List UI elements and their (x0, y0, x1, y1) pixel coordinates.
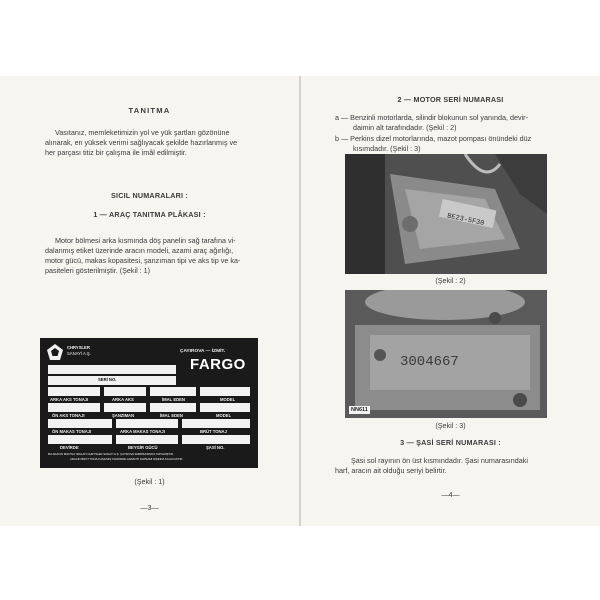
plate-label: MODEL (216, 413, 232, 418)
page-number: —4— (441, 490, 460, 499)
engine-serial-stamp: 3004667 (400, 354, 459, 370)
plate-box (48, 403, 100, 412)
body-line-1: Motor bölmesi arka kısmında döş panelin sağ tarafına vi- (55, 236, 236, 245)
plate-box (48, 387, 100, 396)
book-spread (0, 76, 600, 526)
chassis-line-1: Şasi sol rayının ön üst kısmındadır. Şasi numarasındaki (351, 456, 528, 465)
plate-box (48, 435, 112, 444)
plate-box (200, 403, 250, 412)
figure-2-caption: (Şekil : 2) (435, 276, 466, 285)
item-a-line-2: daimin alt tarafındadır. (Şekil : 2) (353, 123, 457, 132)
plate-label: MODEL (220, 397, 236, 402)
item-b-line-2: kısımdadır. (Şekil : 3) (353, 144, 421, 153)
plate-box (48, 419, 112, 428)
body-line-3: motor gücü, makas kopasitesi, şanzıman tipi ve aks tip ve ka- (45, 256, 241, 265)
plate-box (182, 419, 250, 428)
item-a-line-1: a — Benzinli motorlarda, silindir blokunun sol yanında, devir- (335, 113, 528, 122)
plate-box (150, 403, 196, 412)
plate-box (182, 435, 250, 444)
plate-label: ARKA AKS TONAJI (50, 397, 89, 402)
diesel-engine-photo (345, 290, 547, 418)
plate-label: ÖN MAKAS TONAJI (52, 429, 92, 434)
chassis-line-2: harf, aracın ait olduğu seriyi belirtir. (335, 466, 447, 475)
plate-field-top (48, 365, 176, 374)
plate-company-name: CHRYSLER (67, 345, 90, 350)
page-number: —3— (140, 503, 159, 512)
item-b-line-1: b — Perkins dizel motorlarında, mazot pompası önündeki düz (335, 134, 532, 143)
plate-label: ARKA AKS (112, 397, 134, 402)
plate-label: ÖN AKS TONAJI (52, 413, 85, 418)
diesel-engine-illustration (345, 290, 547, 418)
chassis-section-title: 3 — ŞASİ SERİ NUMARASI : (400, 438, 501, 447)
plate-label: DEVİRDE (60, 445, 79, 450)
intro-line-3: her parçası titiz bir çalışma ile imâl edilmiştir. (45, 148, 187, 157)
plate-footer-line-2: ARACIN BRÜT TONAJI AŞILMIŞ TAKDİRDE GARANTİ KAPSAMI DIŞINDA KALACAKTIR. (70, 457, 184, 461)
plate-label: BRÜT TONAJ (200, 429, 227, 434)
identification-plate (40, 338, 258, 468)
plate-box (116, 435, 178, 444)
figure-3-caption: (Şekil : 3) (435, 421, 466, 430)
body-line-4: pasiteleri gösterilmiştir. (Şekil : 1) (45, 266, 151, 275)
motor-section-title: 2 — MOTOR SERİ NUMARASI (397, 95, 504, 104)
plate-box (104, 403, 146, 412)
plate-box (116, 419, 178, 428)
plate-location: ÇAYIROVA — İZMİT. (180, 349, 226, 354)
body-line-2: dalanmış etiket üzerinde aracın modeli, azami araç ağırlığı, (45, 246, 234, 255)
engine-stamp: BE23-5F30 (446, 212, 485, 229)
plate-label: İMAL EDEN (162, 397, 185, 402)
plate-label: ARKA MAKAS TONAJI (120, 429, 165, 434)
pentastar-logo-icon (47, 344, 63, 360)
plate-label: ŞASİ NO. (206, 445, 225, 450)
section-title: SICIL NUMARALARI : (111, 191, 188, 200)
intro-line-1: Vasıtanız, memleketimizin yol ve yük şartları gözönüne (55, 128, 230, 137)
plate-seri-label: SERİ NO. (98, 377, 117, 382)
figure-caption: (Şekil : 1) (134, 477, 165, 486)
subsection-title: 1 — ARAÇ TANITMA PLÂKASI : (93, 210, 206, 219)
plate-label: ŞANZIMAN (112, 413, 135, 418)
plate-brand: FARGO (190, 356, 246, 373)
plate-box (150, 387, 196, 396)
plate-company-suffix: SANAYİ A.Ş. (67, 351, 91, 356)
engine-block-illustration (345, 154, 547, 274)
plate-footer-line-1: BU ARACIN MONTAJ İMALATI CHRYSLER SANAYİ A.Ş. ÇAYIROVA FABRİKASINDA YAPILMIŞTIR. (48, 452, 174, 456)
page-title: TANITMA (128, 106, 171, 115)
photo-tag: NN611 (351, 407, 368, 413)
intro-line-2: alınarak, en yüksek verimi sağlıyacak şekilde hazırlanmış ve (45, 138, 238, 147)
plate-label: İMAL EDEN (160, 413, 183, 418)
plate-label: BEYGİR GÜCÜ (128, 445, 158, 450)
engine-block-photo (345, 154, 547, 274)
plate-box (104, 387, 146, 396)
plate-box (200, 387, 250, 396)
